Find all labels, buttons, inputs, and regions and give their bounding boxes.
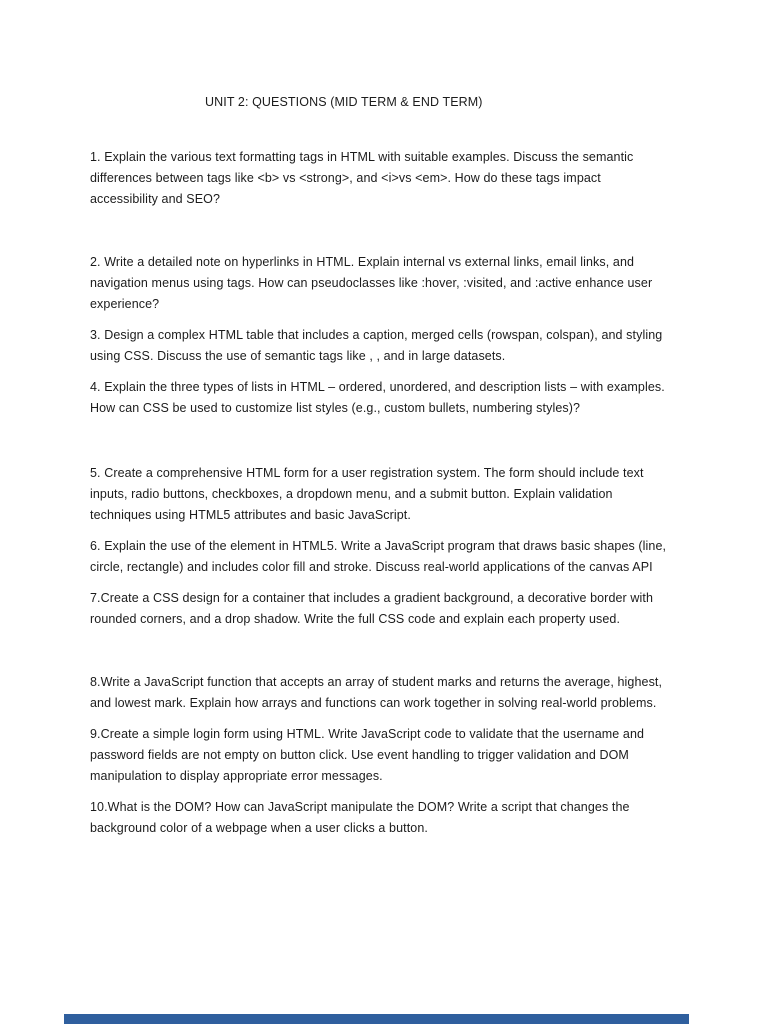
question-10: 10.What is the DOM? How can JavaScript manipulate the DOM? Write a script that changes the background color of a webpage when a user clicks a button. [90,800,630,835]
page-title: UNIT 2: QUESTIONS (MID TERM & END TERM) [205,95,483,109]
question-4: 4. Explain the three types of lists in HTML – ordered, unordered, and description lists – with examples. How can CSS be used to customize list styles (e.g., custom bullets, numbering styles)? [90,380,665,415]
question-1: 1. Explain the various text formatting tags in HTML with suitable examples. Discuss the semantic differences between tags like <b> vs <strong>, and <i>vs <em>. How do these tags impact accessibility and SEO? [90,150,634,206]
question-9: 9.Create a simple login form using HTML. Write JavaScript code to validate that the username and password fields are not empty on button click. Use event handling to trigger validation and DOM manipulation to display appropriate error messages. [90,727,645,783]
question-5: 5. Create a comprehensive HTML form for a user registration system. The form should include text inputs, radio buttons, checkboxes, a dropdown menu, and a submit button. Explain validation techniques using HTML5 attributes and basic JavaScript. [90,466,644,522]
question-2: 2. Write a detailed note on hyperlinks in HTML. Explain internal vs external links, email links, and navigation menus using tags. How can pseudoclasses like :hover, :visited, and :active enhance user experience? [90,255,653,311]
question-6: 6. Explain the use of the element in HTML5. Write a JavaScript program that draws basic shapes (line, circle, rectangle) and includes color fill and stroke. Discuss real-world applications of the canvas API [90,539,667,574]
question-7: 7.Create a CSS design for a container that includes a gradient background, a decorative border with rounded corners, and a drop shadow. Write the full CSS code and explain each property used. [90,591,654,626]
next-page-top-bar [64,1014,689,1024]
question-3: 3. Design a complex HTML table that includes a caption, merged cells (rowspan, colspan), and styling using CSS. Discuss the use of semantic tags like , , and in large datasets. [90,328,663,363]
question-8: 8.Write a JavaScript function that accepts an array of student marks and returns the average, highest, and lowest mark. Explain how arrays and functions can work together in solving real-world problems. [90,675,663,710]
